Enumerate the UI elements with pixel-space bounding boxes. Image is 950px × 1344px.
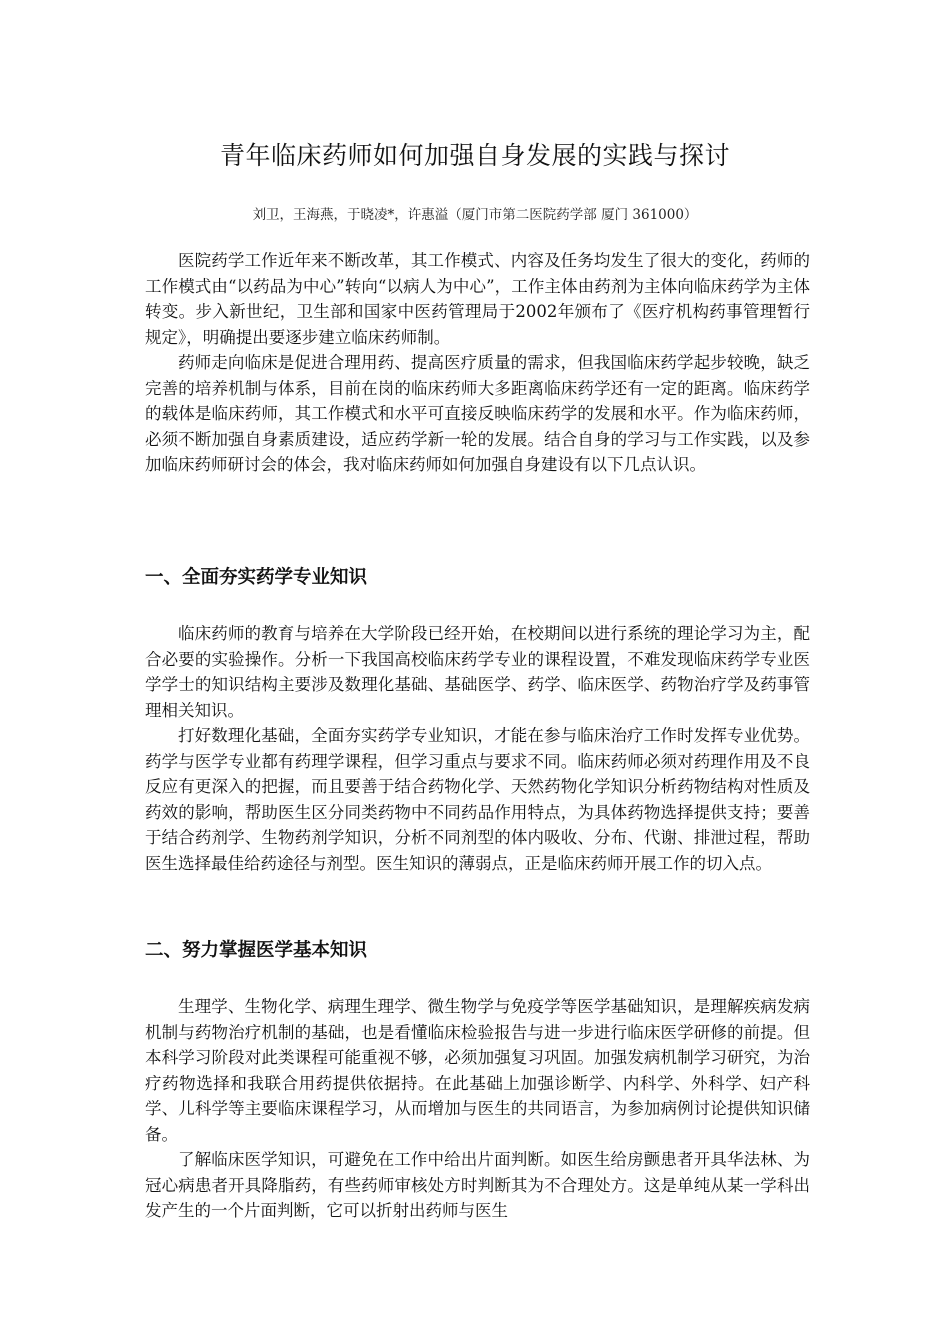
intro-section (145, 248, 810, 478)
section-2-paragraph-2: 了解临床医学知识，可避免在工作中给出片面判断。如医生给房颤患者开具华法林、为冠心病患者开具降脂药，有些药师审核处方时判断其为不合理处方。这是单纯从某一学科出发产生的一个片面判断，它可以折射出药师与医生 (145, 1150, 810, 1220)
section-2-paragraph-1: 生理学、生物化学、病理生理学、微生物学与免疫学等医学基础知识，是理解疾病发病机制与药物治疗机制的基础，也是看懂临床检验报告与进一步进行临床医学研修的前提。但本科学习阶段对此类课程可能重视不够，必须加强复习巩固。加强发病机制学习研究，为治疗药物选择和我联合用药提供依据持。在此基础上加强诊断学、内科学、外科学、妇产科学、儿科学等主要临床课程学习，从而增加与医生的共同语言，为参加病例讨论提供知识储备。 (145, 997, 810, 1144)
author-line: 刘卫，王海燕，于晓凌*，许惠溢（厦门市第二医院药学部 厦门 361000） (252, 207, 698, 223)
section-1-paragraph-2: 打好数理化基础，全面夯实药学专业知识，才能在参与临床治疗工作时发挥专业优势。药学与医学专业都有药理学课程，但学习重点与要求不同。临床药师必须对药理作用及不良反应有更深入的把握，而且要善于结合药物化学、天然药物化学知识分析药物结构对性质及药效的影响，帮助医生区分同类药物中不同药品作用特点，为具体药物选择提供支持；要善于结合药剂学、生物药剂学知识，分析不同剂型的体内吸收、分布、代谢、排泄过程，帮助医生选择最佳给药途径与剂型。医生知识的薄弱点，正是临床药师开展工作的切入点。 (145, 726, 810, 873)
section-1-paragraph-1: 临床药师的教育与培养在大学阶段已经开始，在校期间以进行系统的理论学习为主，配合必要的实验操作。分析一下我国高校临床药学专业的课程设置，不难发现临床药学专业医学学士的知识结构主要涉及数理化基础、基础医学、药学、临床医学、药物治疗学及药事管理相关知识。 (145, 624, 810, 720)
section-heading-2: 二、努力掌握医学基本知识 (145, 940, 368, 961)
intro-paragraph-1: 医院药学工作近年来不断改革，其工作模式、内容及任务均发生了很大的变化，药师的工作模式由“以药品为中心”转向“以病人为中心”，工作主体由药剂为主体向临床药学为主体转变。步入新世纪，卫生部和国家中医药管理局于2002年颁布了《医疗机构药事管理暂行规定》，明确提出要逐步建立临床药师制。 (145, 251, 810, 347)
section-2-body (145, 994, 810, 1224)
section-1-body (145, 621, 810, 876)
intro-paragraph-2: 药师走向临床是促进合理用药、提高医疗质量的需求，但我国临床药学起步较晚，缺乏完善的培养机制与体系，目前在岗的临床药师大多距离临床药学还有一定的距离。临床药学的载体是临床药师，其工作模式和水平可直接反映临床药学的发展和水平。作为临床药师，必须不断加强自身素质建设，适应药学新一轮的发展。结合自身的学习与工作实践，以及参加临床药师研讨会的体会，我对临床药师如何加强自身建设有以下几点认识。 (145, 353, 810, 474)
page-title: 青年临床药师如何加强自身发展的实践与探讨 (219, 141, 730, 170)
section-heading-1: 一、全面夯实药学专业知识 (145, 567, 368, 588)
